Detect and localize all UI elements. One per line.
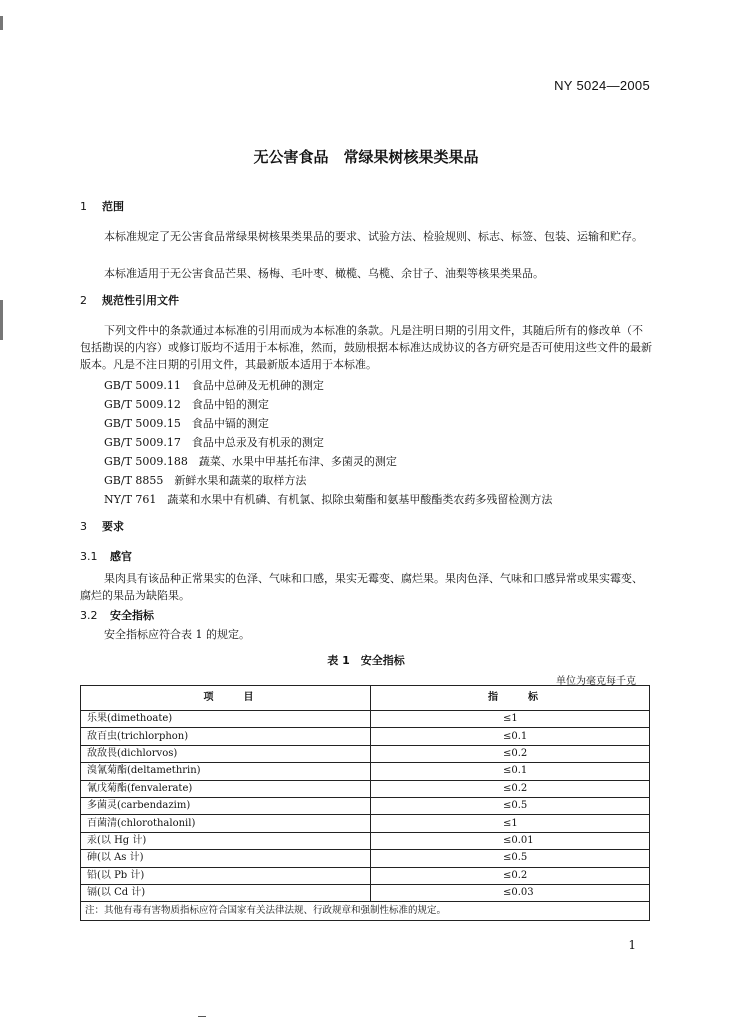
section-title: 感官 bbox=[110, 550, 132, 563]
reference-item: GB/T 5009.17 食品中总汞及有机汞的测定 bbox=[104, 436, 324, 449]
reference-item: GB/T 5009.15 食品中镉的测定 bbox=[104, 417, 269, 430]
row-limit-value: ≤1 bbox=[371, 711, 650, 728]
table-row bbox=[81, 711, 650, 728]
row-item-name: 汞(以 Hg 计) bbox=[81, 832, 371, 849]
row-limit-value: ≤1 bbox=[371, 815, 650, 832]
sensory-paragraph: 果肉具有该品种正常果实的色泽、气味和口感，果实无霉变、腐烂果。果肉色泽、气味和口感异常或果实霉变、腐烂的果品为缺陷果。 bbox=[80, 572, 643, 602]
table-unit: 单位为毫克每千克 bbox=[556, 676, 636, 687]
row-item-name: 镉(以 Cd 计) bbox=[81, 884, 371, 901]
table-note-row bbox=[81, 902, 650, 921]
section-title: 规范性引用文件 bbox=[102, 294, 179, 307]
section-number: 1 bbox=[80, 200, 87, 213]
section-number: 3 bbox=[80, 520, 87, 533]
table-row bbox=[81, 884, 650, 901]
row-limit-value: ≤0.2 bbox=[371, 745, 650, 762]
row-limit-value: ≤0.5 bbox=[371, 797, 650, 814]
safety-paragraph: 安全指标应符合表 1 的规定。 bbox=[104, 628, 250, 641]
row-item-name: 敌敌畏(dichlorvos) bbox=[81, 745, 371, 762]
table-row bbox=[81, 850, 650, 867]
header-index: 指 标 bbox=[371, 686, 650, 711]
section-3-heading bbox=[80, 518, 124, 534]
footer-mark bbox=[198, 1016, 206, 1017]
row-item-name: 敌百虫(trichlorphon) bbox=[81, 728, 371, 745]
table-row bbox=[81, 763, 650, 780]
section-number: 2 bbox=[80, 294, 87, 307]
section-number: 3.2 bbox=[80, 609, 98, 622]
header-item: 项 目 bbox=[81, 686, 371, 711]
table-caption: 表 1 安全指标 bbox=[327, 654, 405, 667]
section-3-2-heading bbox=[80, 607, 154, 623]
page-number: 1 bbox=[628, 938, 636, 952]
row-item-name: 乐果(dimethoate) bbox=[81, 711, 371, 728]
row-limit-value: ≤0.2 bbox=[371, 780, 650, 797]
scope-paragraph-2: 本标准适用于无公害食品芒果、杨梅、毛叶枣、橄榄、乌榄、余甘子、油梨等核果类果品。 bbox=[104, 267, 544, 280]
section-title: 范围 bbox=[102, 200, 124, 213]
table-row bbox=[81, 797, 650, 814]
row-item-name: 多菌灵(carbendazim) bbox=[81, 797, 371, 814]
table-row bbox=[81, 832, 650, 849]
table-row bbox=[81, 745, 650, 762]
row-limit-value: ≤0.03 bbox=[371, 884, 650, 901]
reference-item: GB/T 5009.12 食品中铅的测定 bbox=[104, 398, 269, 411]
row-item-name: 铅(以 Pb 计) bbox=[81, 867, 371, 884]
row-item-name: 氰戊菊酯(fenvalerate) bbox=[81, 780, 371, 797]
reference-item: GB/T 5009.188 蔬菜、水果中甲基托布津、多菌灵的测定 bbox=[104, 455, 397, 468]
scan-edge-mark bbox=[0, 300, 3, 340]
row-limit-value: ≤0.2 bbox=[371, 867, 650, 884]
row-limit-value: ≤0.1 bbox=[371, 728, 650, 745]
standard-number: NY 5024—2005 bbox=[554, 78, 650, 93]
row-limit-value: ≤0.1 bbox=[371, 763, 650, 780]
table-row bbox=[81, 728, 650, 745]
section-2-heading bbox=[80, 292, 179, 308]
row-item-name: 百菌清(chlorothalonil) bbox=[81, 815, 371, 832]
section-1-heading bbox=[80, 198, 124, 214]
row-limit-value: ≤0.5 bbox=[371, 850, 650, 867]
scope-paragraph-1: 本标准规定了无公害食品常绿果树核果类果品的要求、试验方法、检验规则、标志、标签、包装、运输和贮存。 bbox=[104, 230, 643, 243]
reference-item: GB/T 8855 新鲜水果和蔬菜的取样方法 bbox=[104, 474, 307, 487]
table-row bbox=[81, 815, 650, 832]
safety-index-table bbox=[80, 685, 650, 921]
table-note: 注：其他有毒有害物质指标应符合国家有关法律法规、行政规章和强制性标准的规定。 bbox=[81, 902, 650, 921]
section-number: 3.1 bbox=[80, 550, 98, 563]
references-paragraph: 下列文件中的条款通过本标准的引用而成为本标准的条款。凡是注明日期的引用文件，其随后所有的修改单（不包括勘误的内容）或修订版均不适用于本标准，然而，鼓励根据本标准达成协议的各方研究是否可使用这些文件的最新版本。凡是不注日期的引用文件，其最新版本适用于本标准。 bbox=[80, 324, 652, 371]
reference-item: NY/T 761 蔬菜和水果中有机磷、有机氯、拟除虫菊酯和氨基甲酸酯类农药多残留检测方法 bbox=[104, 493, 553, 506]
table-header-row bbox=[81, 686, 650, 711]
table-row bbox=[81, 780, 650, 797]
reference-item: GB/T 5009.11 食品中总砷及无机砷的测定 bbox=[104, 379, 324, 392]
scan-edge-mark bbox=[0, 16, 3, 30]
table-row bbox=[81, 867, 650, 884]
row-item-name: 溴氰菊酯(deltamethrin) bbox=[81, 763, 371, 780]
document-title: 无公害食品 常绿果树核果类果品 bbox=[253, 148, 479, 166]
section-3-1-heading bbox=[80, 548, 132, 564]
section-title: 要求 bbox=[102, 520, 124, 533]
section-title: 安全指标 bbox=[110, 609, 154, 622]
row-limit-value: ≤0.01 bbox=[371, 832, 650, 849]
row-item-name: 砷(以 As 计) bbox=[81, 850, 371, 867]
